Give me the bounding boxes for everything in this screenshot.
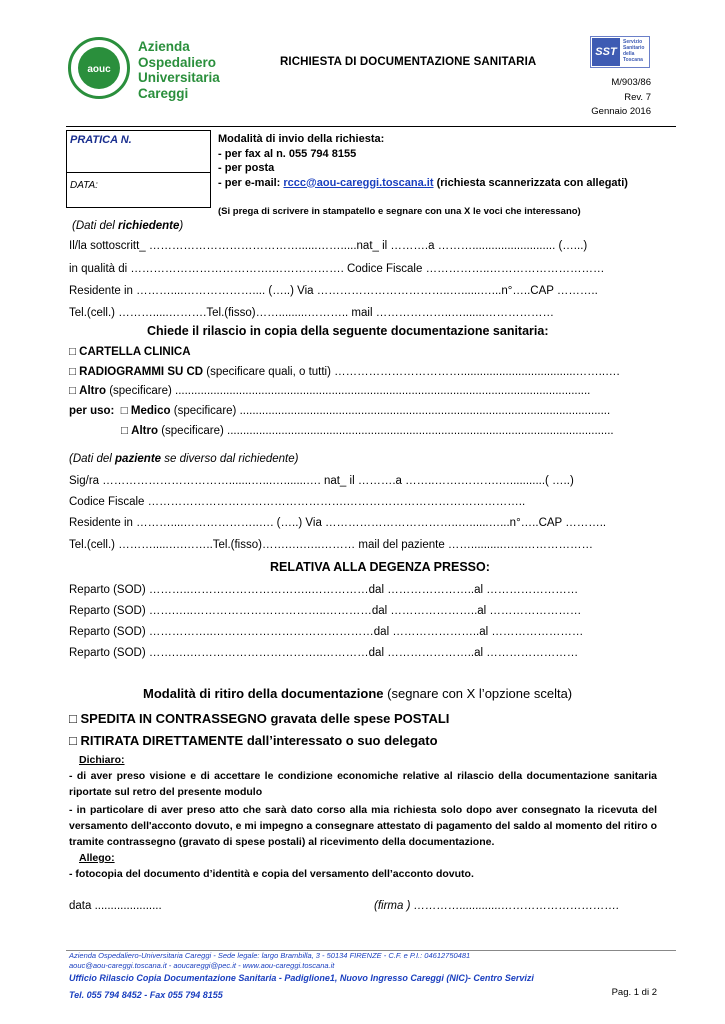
- sst-logo-text: Servizio Sanitario della Toscana: [623, 39, 645, 63]
- page-number: Pag. 1 di 2: [611, 987, 657, 998]
- pratica-box: [66, 130, 211, 208]
- dichiaro-p2: - in particolare di aver preso atto che sarà dato corso alla mia richiesta solo dopo aver consegnato la ricevuta del versamento dell'acconto dovuto, e mi impegno a consegnare attestato di pagamento del saldo al momento del ritiro o tramite contrassegno (gravato di spese postali) al ricevimento della documentazione.: [69, 804, 657, 848]
- cartella-clinica-option[interactable]: □ CARTELLA CLINICA: [69, 346, 191, 358]
- ritiro-title: Modalità di ritiro della documentazione (segnare con X l’opzione scelta): [143, 686, 573, 701]
- checkbox-icon: □: [69, 711, 77, 726]
- chiede-title: Chiede il rilascio in copia della seguente documentazione sanitaria:: [147, 324, 549, 338]
- firma-field[interactable]: (firma ) ………….............………………………….: [374, 900, 620, 912]
- uso-medico-option[interactable]: per uso: □ Medico (specificare) ....................................................................................................................: [69, 405, 611, 417]
- reparto-row[interactable]: Reparto (SOD) ………..…………………………..……………dal …………………..al ……………………: [69, 584, 579, 596]
- checkbox-icon: □: [69, 385, 76, 397]
- paziente-line[interactable]: Residente in ………....………………..…. (…..) Via ……………………………..…......…...n°…..CAP ………..: [69, 517, 607, 529]
- modalita-email: - per e-mail: rccc@aou-careggi.toscana.it (richiesta scannerizzata con allegati): [218, 176, 628, 189]
- reparto-row[interactable]: Reparto (SOD) …….…..……………………………..…………dal …………………..al ……………………: [69, 605, 582, 617]
- checkbox-icon: □: [69, 346, 76, 358]
- checkbox-icon: □: [120, 405, 128, 417]
- pratica-label: PRATICA N.: [70, 134, 132, 146]
- sst-logo: [590, 36, 650, 68]
- dichiaro-label: Dichiaro:: [79, 754, 125, 766]
- checkbox-icon: □: [121, 425, 128, 437]
- modalita-posta: - per posta: [218, 162, 275, 174]
- dichiaro-p1: - di aver preso visione e di accettare le condizione economiche relative al rilascio della documentazione sanitaria riportate sul retro del presente modulo: [69, 770, 657, 798]
- degenza-title: RELATIVA ALLA DEGENZA PRESSO:: [270, 560, 490, 574]
- allego-label: Allego:: [79, 852, 115, 864]
- spedita-option[interactable]: □ SPEDITA IN CONTRASSEGNO gravata delle spese POSTALI: [69, 711, 450, 726]
- richiedente-line[interactable]: Il/la sottoscritt_ …………………………………......…….....nat_ il ……….a ……….......................... (…...): [69, 240, 588, 252]
- instruction-note: (Si prega di scrivere in stampatello e segnare con una X le voci che interessano): [218, 206, 581, 217]
- reparto-row[interactable]: Reparto (SOD) ……………..……………………………………dal …………………..al ……………………: [69, 626, 584, 638]
- email-link[interactable]: rccc@aou-careggi.toscana.it: [283, 176, 434, 189]
- checkbox-icon: □: [69, 733, 77, 748]
- paziente-line[interactable]: Codice Fiscale …………………………………………….………………………………………..: [69, 496, 526, 508]
- altro-option[interactable]: □ Altro (specificare) ..................................................................................................................................: [69, 385, 591, 397]
- modalita-invio: [218, 132, 628, 190]
- document-rev: Rev. 7: [624, 91, 651, 103]
- paziente-line[interactable]: Sig/ra …………………………….......…...….......…. nat_ il ……….a ……..…….……….…...........( …..): [69, 475, 574, 487]
- richiedente-heading: (Dati del richiedente): [72, 220, 184, 232]
- richiedente-line[interactable]: Residente in ………....……………….... (…..) Via ……………………………..…......…...n°…..CAP ………..: [69, 285, 598, 297]
- header-divider: [66, 126, 676, 127]
- paziente-line[interactable]: Tel.(cell.) ……….....….……..Tel.(fisso)…….….…..……… mail del paziente ……..........…...………………: [69, 539, 593, 551]
- richiedente-line[interactable]: Tel.(cell.) ……….....……….Tel.(fisso)…….........……….. mail ………………..….......………………: [69, 307, 554, 319]
- richiedente-line[interactable]: in qualità di ……………………………….………………. Codice Fiscale ……………..…………………………: [69, 263, 605, 275]
- sst-logo-mark: SST: [592, 38, 620, 66]
- footer-legal: Azienda Ospedaliero-Universitaria Careggi - Sede legale: largo Brambilla, 3 - 50134 FIRENZE - C.F. e P.I.: 04612750481 aouc@aou-careggi.toscana.it - aoucareggi@pec.it - www.aou-careggi.toscana.it: [69, 951, 471, 970]
- reparto-row[interactable]: Reparto (SOD) …….….……………………………..…………dal …………………..al ……………………: [69, 647, 579, 659]
- modalita-title: Modalità di invio della richiesta:: [218, 133, 385, 145]
- checkbox-icon: □: [69, 366, 76, 378]
- data-field[interactable]: data .....................: [69, 900, 162, 912]
- uso-altro-option[interactable]: □ Altro (specificare) .........................................................................................................................: [121, 425, 614, 437]
- document-code: M/903/86: [611, 77, 651, 88]
- footer-office: Ufficio Rilascio Copia Documentazione Sanitaria - Padiglione1, Nuovo Ingresso Careggi (NIC)- Centro Servizi Tel. 055 794 8452 - Fax 055 794 8155: [69, 973, 534, 1000]
- modalita-fax: - per fax al n. 055 794 8155: [218, 147, 357, 160]
- allego-text: - fotocopia del documento d’identità e copia del versamento dell’acconto dovuto.: [69, 868, 474, 880]
- document-date: Gennaio 2016: [591, 106, 651, 117]
- radiogrammi-option[interactable]: □ RADIOGRAMMI SU CD (specificare quali, o tutti) ……………………………....................................……..….: [69, 366, 620, 378]
- document-meta: [591, 76, 651, 120]
- document-title: RICHIESTA DI DOCUMENTAZIONE SANITARIA: [280, 56, 537, 68]
- organization-name: Azienda Ospedaliero Universitaria Careggi: [138, 39, 220, 101]
- data-label: DATA:: [70, 180, 98, 191]
- paziente-heading: (Dati del paziente se diverso dal richiedente): [69, 453, 299, 465]
- aouc-logo: [68, 37, 130, 99]
- ritirata-option[interactable]: □ RITIRATA DIRETTAMENTE dall’interessato o suo delegato: [69, 733, 438, 748]
- logo-text: aouc: [87, 64, 111, 75]
